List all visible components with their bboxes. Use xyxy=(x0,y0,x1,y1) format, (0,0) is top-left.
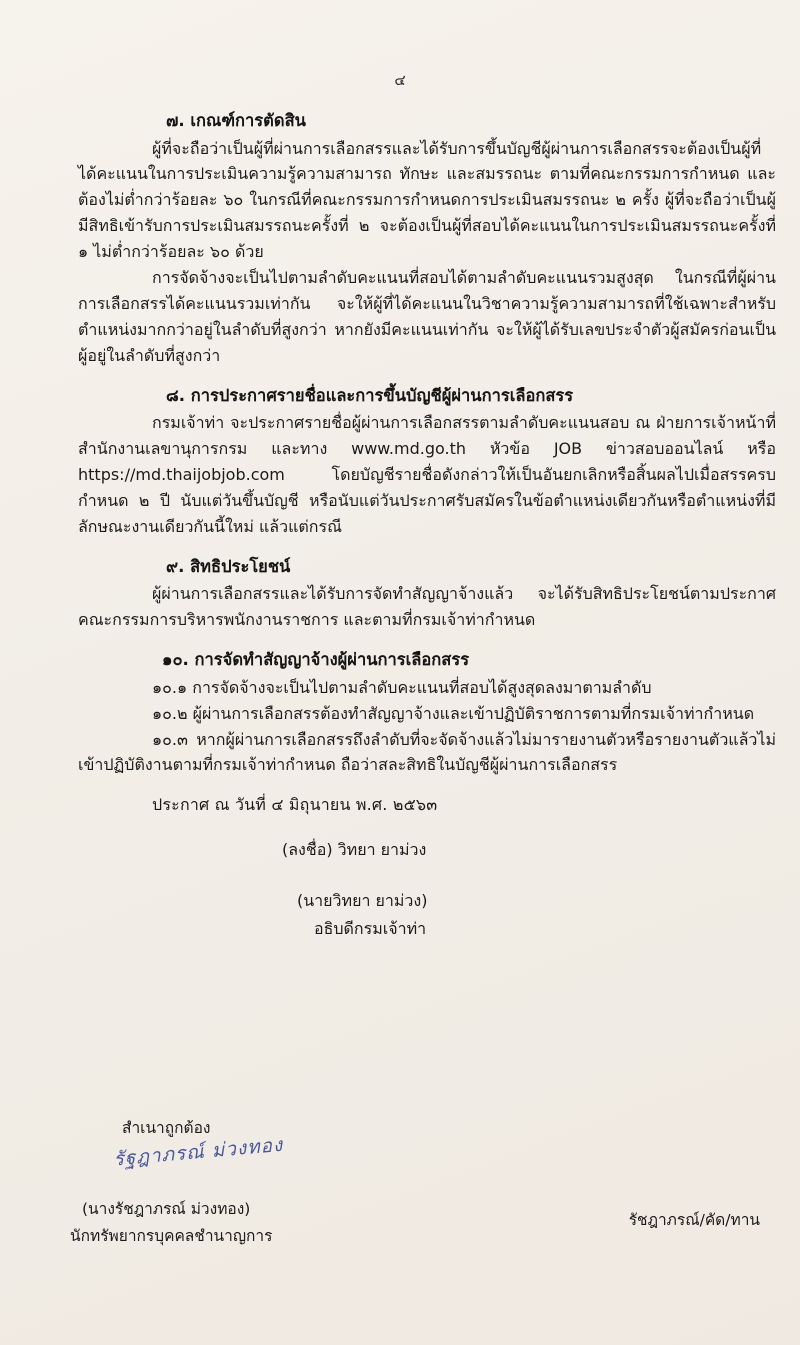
section-10-item-2: ๑๐.๒ ผู้ผ่านการเลือกสรรต้องทำสัญญาจ้างและเข้าปฏิบัติราชการตามที่กรมเจ้าท่ากำหนด xyxy=(152,703,755,723)
section-10-heading: ๑๐. การจัดทำสัญญาจ้างผู้ผ่านการเลือกสรร xyxy=(162,650,470,670)
signature-position: อธิบดีกรมเจ้าท่า xyxy=(314,919,427,939)
section-8 xyxy=(52,383,776,540)
page-number: ๔ xyxy=(394,71,406,89)
signature-name: (นายวิทยา ยาม่วง) xyxy=(297,891,428,911)
section-10-item-3: ๑๐.๓ หากผู้ผ่านการเลือกสรรถึงลำดับที่จะจัดจ้างแล้วไม่มารายงานตัวหรือรายงานตัวแล้วไม่เข้าปฏิบัติงานตามที่กรมเจ้าท่ากำหนด ถือว่าสละสิทธิในบัญชีผู้ผ่านการเลือกสรร xyxy=(78,729,776,775)
section-10 xyxy=(52,647,776,778)
section-7-paragraph-2: การจัดจ้างจะเป็นไปตามลำดับคะแนนที่สอบได้ตามลำดับคะแนนรวมสูงสุด ในกรณีที่ผู้ผ่านการเลือกสรรได้คะแนนรวมเท่ากัน จะให้ผู้ที่ได้คะแนนในวิชาความรู้ความสามารถที่ใช้เฉพาะสำหรับตำแหน่งมากกว่าอยู่ในลำดับที่สูงกว่า หากยังมีคะแนนเท่ากัน จะให้ผู้ได้รับเลขประจำตัวผู้สมัครก่อนเป็นผู้อยู่ในลำดับที่สูงกว่า xyxy=(78,268,776,365)
certified-copy-label: สำเนาถูกต้อง xyxy=(122,1119,211,1137)
section-7-paragraph-1: ผู้ที่จะถือว่าเป็นผู้ที่ผ่านการเลือกสรรและได้รับการขึ้นบัญชีผู้ผ่านการเลือกสรรจะต้องเป็นผู้ที่ได้คะแนนในการประเมินความรู้ความสามารถ ทักษะ และสมรรถนะ ตามที่คณะกรรมการกำหนด และต้องไม่ต่ำกว่าร้อยละ ๖๐ ในกรณีที่คณะกรรมการกำหนดการประเมินสมรรถนะ ๒ ครั้ง ผู้ที่จะถือว่าเป็นผู้มีสิทธิเข้ารับการประเมินสมรรถนะครั้งที่ ๒ จะต้องเป็นผู้ที่สอบได้คะแนนในการประเมินสมรรถนะครั้งที่ ๑ ไม่ต่ำกว่าร้อยละ ๖๐ ด้วย xyxy=(78,138,776,262)
section-9-paragraph-1: ผู้ผ่านการเลือกสรรและได้รับการจัดทำสัญญาจ้างแล้ว จะได้รับสิทธิประโยชน์ตามประกาศคณะกรรมการบริหารพนักงานราชการ และตามที่กรมเจ้าท่ากำหนด xyxy=(78,584,776,630)
announcement-date: ประกาศ ณ วันที่ ๔ มิถุนายน พ.ศ. ๒๕๖๓ xyxy=(152,795,438,815)
section-10-item-1: ๑๐.๑ การจัดจ้างจะเป็นไปตามลำดับคะแนนที่สอบได้สูงสุดลงมาตามลำดับ xyxy=(152,677,652,697)
handwritten-signature: รัฐฎาภรณ์ ม่วงทอง xyxy=(112,1133,285,1171)
document-footer xyxy=(52,1115,776,1248)
certifier-name: (นางรัชฎาภรณ์ ม่วงทอง) xyxy=(82,1200,251,1218)
section-9-heading: ๙. สิทธิประโยชน์ xyxy=(166,556,291,576)
typist-note: รัชฎาภรณ์/คัด/ทาน xyxy=(628,1211,760,1229)
section-9 xyxy=(52,554,776,633)
certifier-position: นักทรัพยากรบุคคลชำนาญการ xyxy=(70,1227,273,1245)
document-body xyxy=(52,108,776,942)
section-8-heading: ๘. การประกาศรายชื่อและการขึ้นบัญชีผู้ผ่านการเลือกสรร xyxy=(166,385,574,405)
section-7 xyxy=(52,108,776,369)
section-7-heading: ๗. เกณฑ์การตัดสิน xyxy=(166,111,306,130)
section-8-paragraph-1: กรมเจ้าท่า จะประกาศรายชื่อผู้ผ่านการเลือกสรรตามลำดับคะแนนสอบ ณ ฝ่ายการเจ้าหน้าที่สำนักงานเลขานุการกรม และทาง www.md.go.th หัวข้อ JOB ข่าวสอบออนไลน์ หรือ https://md.thaijobjob.com โดยบัญชีรายชื่อดังกล่าวให้เป็นอันยกเลิกหรือสิ้นผลไปเมื่อสรรครบกำหนด ๒ ปี นับแต่วันขึ้นบัญชี หรือนับแต่วันประกาศรับสมัครในข้อตำแหน่งเดียวกันหรือตำแหน่งที่มีลักษณะงานเดียวกันนี้ใหม่ แล้วแต่กรณี xyxy=(78,413,776,536)
signature-signed-line: (ลงชื่อ) วิทยา ยาม่วง xyxy=(282,840,427,860)
